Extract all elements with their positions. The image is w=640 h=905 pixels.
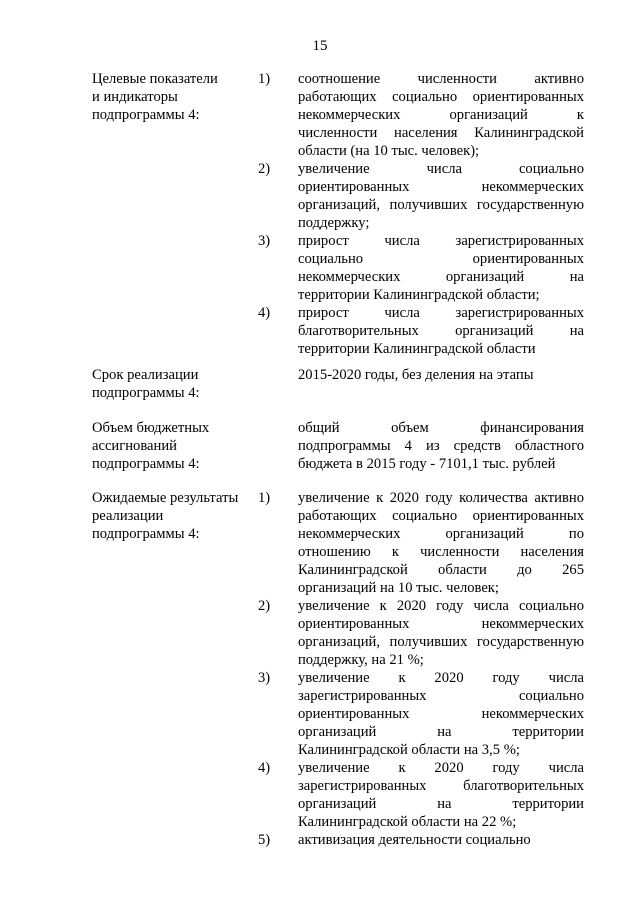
- text-line: организаций на 10 тыс. человек;: [298, 580, 499, 596]
- text-line: зарегистрированных социально: [298, 688, 584, 704]
- list-item: [258, 831, 584, 849]
- label-line: Целевые показатели: [92, 71, 218, 87]
- section-label: [92, 419, 262, 473]
- list-item-number: 3): [258, 670, 271, 686]
- text-line: зарегистрированных благотворительных: [298, 778, 584, 794]
- text-line: ориентированных некоммерческих: [298, 179, 584, 195]
- list-item: [258, 304, 584, 358]
- text-line: ориентированных некоммерческих: [298, 706, 584, 722]
- text-line: организаций, получивших государственную: [298, 634, 584, 650]
- section-content: [258, 70, 584, 358]
- list-item: [298, 366, 584, 384]
- text-line: прирост числа зарегистрированных: [298, 233, 584, 249]
- text-line: увеличение числа социально: [298, 161, 584, 177]
- list-item-number: 3): [258, 233, 271, 249]
- text-line: поддержку;: [298, 215, 370, 231]
- text-line: организаций на территории: [298, 796, 584, 812]
- list-item-number: 2): [258, 598, 271, 614]
- text-line: территории Калининградской области: [298, 341, 536, 357]
- text-line: увеличение к 2020 году числа социально: [298, 598, 584, 614]
- list-item: [258, 489, 584, 597]
- list-item-number: 4): [258, 760, 271, 776]
- text-line: поддержку, на 21 %;: [298, 652, 424, 668]
- text-line: работающих социально ориентированных: [298, 89, 584, 105]
- section-label: [92, 489, 262, 543]
- section-content: [258, 489, 584, 849]
- list-item: [258, 759, 584, 831]
- label-line: подпрограммы 4:: [92, 385, 200, 401]
- label-line: ассигнований: [92, 438, 177, 454]
- text-line: 2015-2020 годы, без деления на этапы: [298, 367, 534, 383]
- page-number: 15: [312, 38, 328, 54]
- text-line: области (на 10 тыс. человек);: [298, 143, 480, 159]
- text-line: прирост числа зарегистрированных: [298, 305, 584, 321]
- text-line: бюджета в 2015 году - 7101,1 тыс. рублей: [298, 456, 556, 472]
- text-line: Калининградской области на 22 %;: [298, 814, 517, 830]
- list-item-number: 5): [258, 832, 271, 848]
- list-item: [258, 160, 584, 232]
- label-line: Срок реализации: [92, 367, 199, 383]
- label-line: подпрограммы 4:: [92, 526, 200, 542]
- text-line: некоммерческих организаций на: [298, 269, 584, 285]
- text-line: увеличение к 2020 году числа: [298, 670, 584, 686]
- text-line: соотношение численности активно: [298, 71, 584, 87]
- label-line: подпрограммы 4:: [92, 107, 200, 123]
- label-line: и индикаторы: [92, 89, 178, 105]
- text-line: некоммерческих организаций к: [298, 107, 584, 123]
- text-line: увеличение к 2020 году количества активно: [298, 490, 584, 506]
- label-line: Объем бюджетных: [92, 420, 210, 436]
- label-line: подпрограммы 4:: [92, 456, 200, 472]
- list-item-number: 1): [258, 490, 271, 506]
- list-item: [258, 70, 584, 160]
- label-line: Ожидаемые результаты: [92, 490, 239, 506]
- text-line: работающих социально ориентированных: [298, 508, 584, 524]
- list-item: [258, 232, 584, 304]
- text-line: отношению к численности населения: [298, 544, 584, 560]
- text-line: общий объем финансирования: [298, 420, 584, 436]
- text-line: социально ориентированных: [298, 251, 584, 267]
- text-line: организаций на территории: [298, 724, 584, 740]
- section-label: [92, 70, 262, 124]
- text-line: организаций, получивших государственную: [298, 197, 584, 213]
- text-line: Калининградской области до 265: [298, 562, 584, 578]
- text-line: территории Калининградской области;: [298, 287, 540, 303]
- text-line: некоммерческих организаций по: [298, 526, 584, 542]
- text-line: Калининградской области на 3,5 %;: [298, 742, 520, 758]
- list-item: [258, 669, 584, 759]
- text-line: ориентированных некоммерческих: [298, 616, 584, 632]
- section-label: [92, 366, 262, 402]
- text-line: благотворительных организаций на: [298, 323, 584, 339]
- list-item: [298, 419, 584, 473]
- text-line: численности населения Калининградской: [298, 125, 584, 141]
- text-line: подпрограммы 4 из средств областного: [298, 438, 584, 454]
- section-content: [298, 419, 584, 473]
- list-item-number: 4): [258, 305, 271, 321]
- text-line: увеличение к 2020 году числа: [298, 760, 584, 776]
- label-line: реализации: [92, 508, 164, 524]
- text-line: активизация деятельности социально: [298, 832, 531, 848]
- list-item-number: 2): [258, 161, 271, 177]
- list-item: [258, 597, 584, 669]
- section-content: [298, 366, 584, 384]
- list-item-number: 1): [258, 71, 271, 87]
